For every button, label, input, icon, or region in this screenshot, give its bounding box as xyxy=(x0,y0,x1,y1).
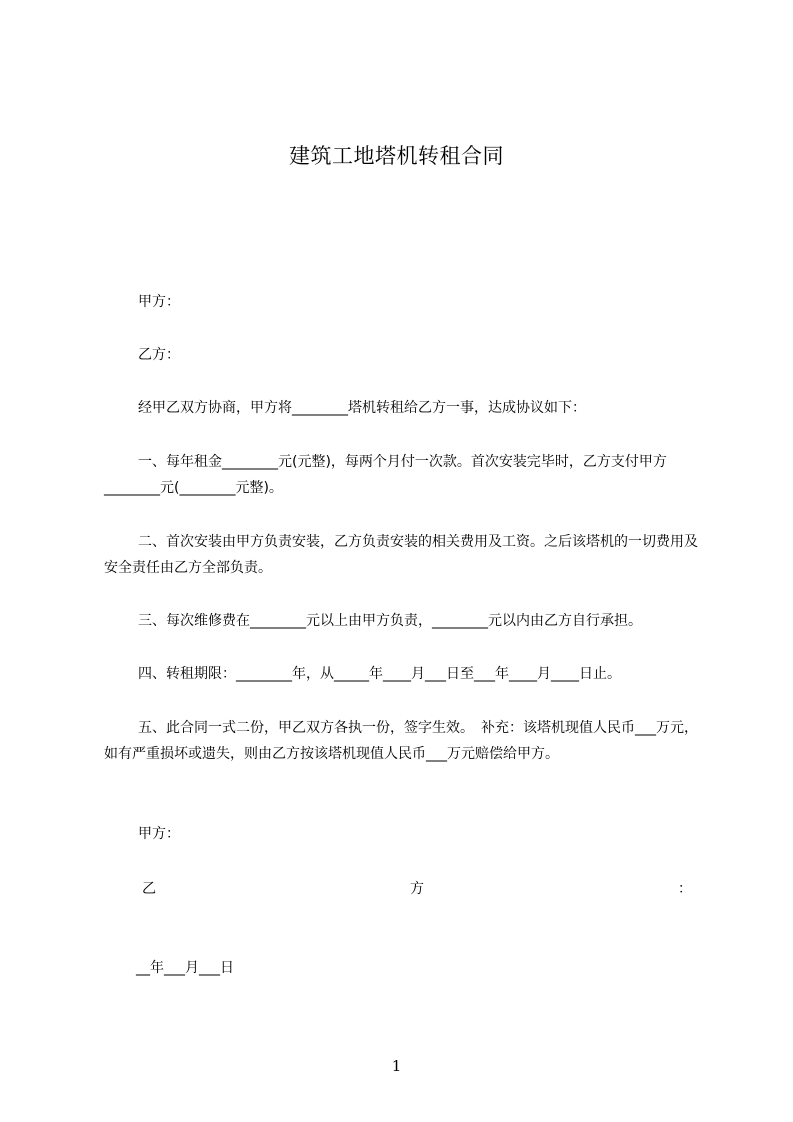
party-b-label: 乙方： xyxy=(138,347,180,363)
signature-party-b-char-1: 乙 xyxy=(142,881,156,897)
clause-1: 一、每年租金________元(元整)，每两个月付一次款。首次安装完毕时，乙方支付甲方________元(________元整)。 xyxy=(104,454,667,496)
signature-party-b-char-2: 方 xyxy=(410,881,424,897)
date-line: __年___月___日 xyxy=(136,960,234,976)
signature-party-a: 甲方： xyxy=(138,826,180,842)
page-number: 1 xyxy=(391,1057,402,1075)
clause-4: 四、转租期限：________年，从_____年____月___日至___年____月____日止。 xyxy=(138,666,621,682)
intro-paragraph: 经甲乙双方协商，甲方将________塔机转租给乙方一事，达成协议如下： xyxy=(138,400,586,416)
party-a-label: 甲方： xyxy=(138,294,180,310)
signature-party-b-colon: ： xyxy=(678,881,692,897)
clause-3: 三、每次维修费在________元以上由甲方负责，________元以内由乙方自行承担。 xyxy=(138,613,642,629)
document-title: 建筑工地塔机转租合同 xyxy=(289,144,504,168)
signature-party-b xyxy=(142,876,692,902)
clause-2: 二、首次安装由甲方负责安装，乙方负责安装的相关费用及工资。之后该塔机的一切费用及安全责任由乙方全部负责。 xyxy=(104,534,698,576)
clause-5: 五、此合同一式二份，甲乙双方各执一份，签字生效。 补充：该塔机现值人民币___万元，如有严重损坏或遗失，则由乙方按该塔机现值人民币___万元赔偿给甲方。 xyxy=(104,720,698,762)
